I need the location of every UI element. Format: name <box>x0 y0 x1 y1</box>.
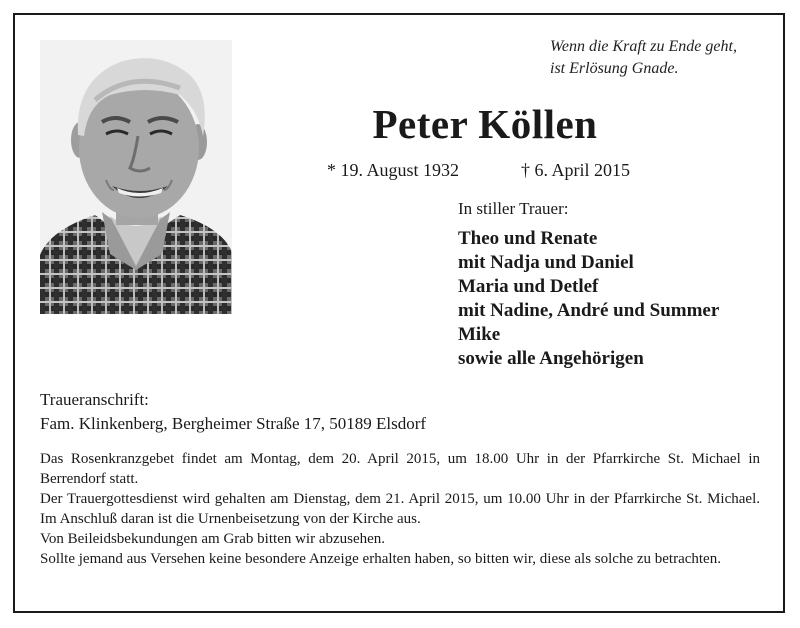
notice-paragraph: Von Beileidsbekundungen am Grab bitten wir abzusehen. <box>40 531 386 547</box>
motto-line: ist Erlösung Gnade. <box>550 60 679 77</box>
address-label: Traueranschrift: <box>40 390 149 409</box>
notice-paragraph: Der Trauergottesdienst wird gehalten am Dienstag, dem 21. April 2015, um 10.00 Uhr in der Pfarrkirche St. Michael. Im Anschluß daran ist die Urnenbeisetzung von der Kirche aus. <box>40 491 760 527</box>
mourner-line: mit Nadja und Daniel <box>458 252 634 273</box>
notice-paragraph: Sollte jemand aus Versehen keine besondere Anzeige erhalten haben, so bitten wir, diese als solche zu betrachten. <box>40 551 721 567</box>
mourner-line: sowie alle Angehörigen <box>458 348 644 369</box>
mourning-address <box>40 388 426 436</box>
mourners-list <box>458 227 719 371</box>
mourners-label: In stiller Trauer: <box>458 199 569 218</box>
death-date: † 6. April 2015 <box>521 160 631 180</box>
portrait-illustration <box>40 40 232 314</box>
birth-date: * 19. August 1932 <box>327 160 460 180</box>
mourner-line: Theo und Renate <box>458 228 598 249</box>
service-notice <box>40 449 760 569</box>
address-value: Fam. Klinkenberg, Bergheimer Straße 17, 50189 Elsdorf <box>40 414 427 433</box>
mourner-line: Maria und Detlef <box>458 276 599 297</box>
deceased-name: Peter Köllen <box>372 101 598 147</box>
notice-paragraph: Das Rosenkranzgebet findet am Montag, dem 20. April 2015, um 18.00 Uhr in der Pfarrkirche St. Michael in Berrendorf statt. <box>40 451 760 487</box>
portrait-photo <box>40 40 232 314</box>
motto <box>550 36 760 80</box>
mourner-line: Mike <box>458 324 501 345</box>
motto-line: Wenn die Kraft zu Ende geht, <box>550 38 737 55</box>
mourner-line: mit Nadine, André und Summer <box>458 300 720 321</box>
